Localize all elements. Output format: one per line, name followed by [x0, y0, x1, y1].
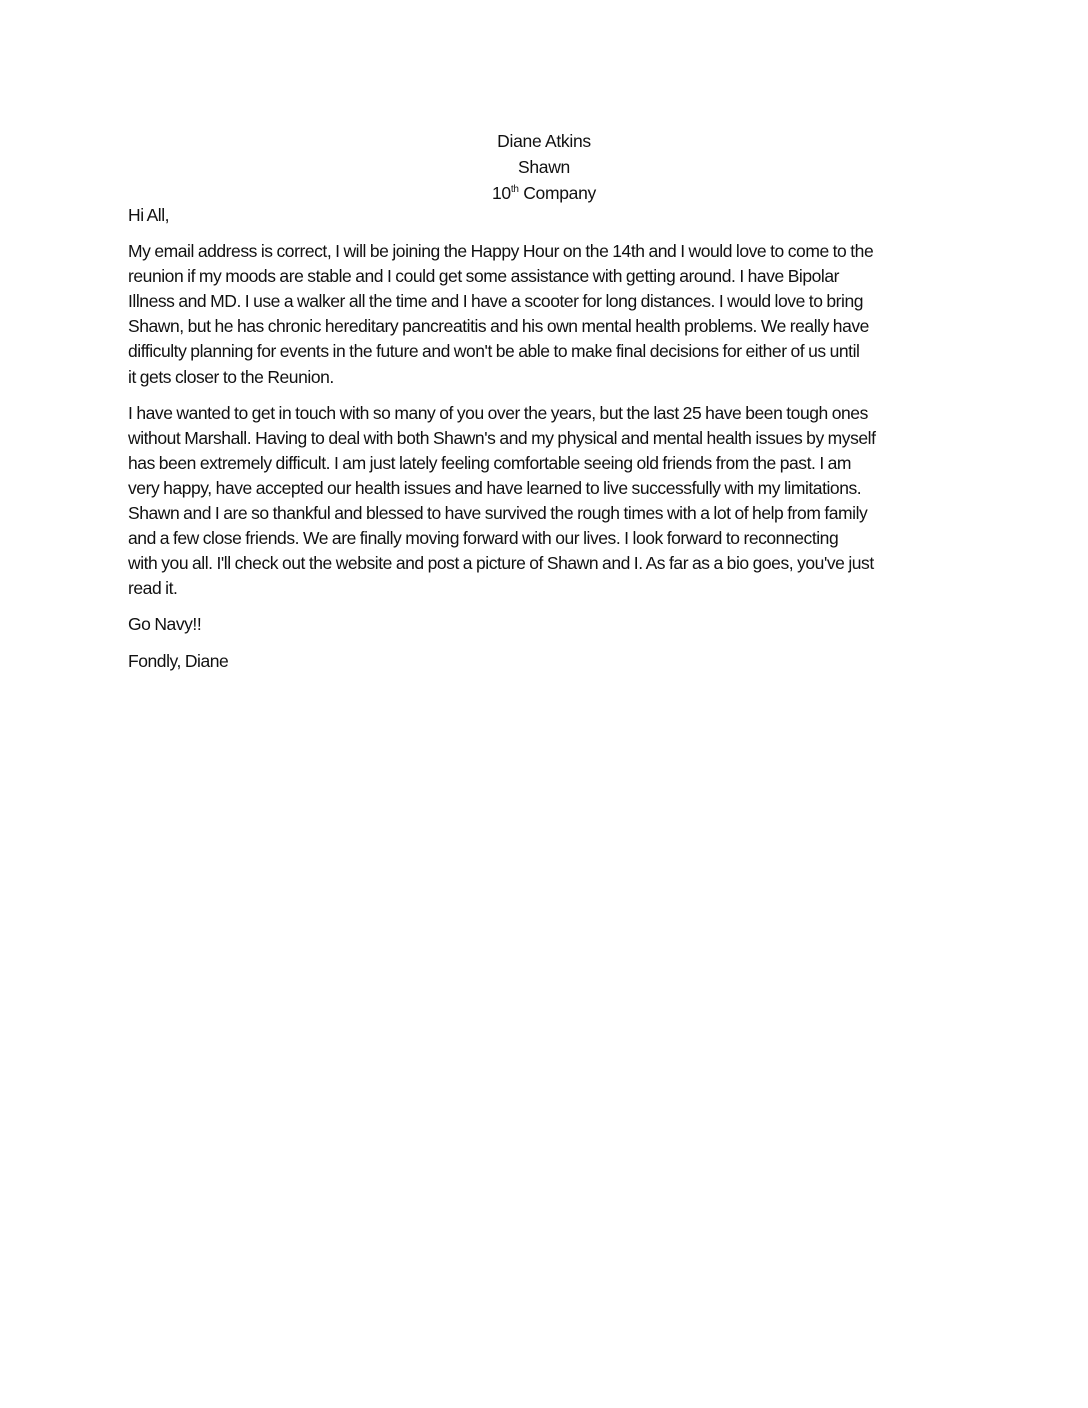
paragraph-line: Shawn, but he has chronic hereditary pancreatitis and his own mental health problems. We really have [128, 316, 869, 337]
paragraph-line: Shawn and I are so thankful and blessed to have survived the rough times with a lot of help from family [128, 503, 868, 524]
paragraph-line: it gets closer to the Reunion. [128, 366, 334, 387]
paragraph-line: Illness and MD. I use a walker all the time and I have a scooter for long distances. I would love to bring [128, 291, 864, 312]
paragraph-line: difficulty planning for events in the future and won't be able to make final decisions for either of us until [128, 341, 860, 362]
letter-body [128, 203, 988, 685]
greeting: Hi All, [128, 205, 170, 225]
paragraph-line: I have wanted to get in touch with so many of you over the years, but the last 25 have been tough ones [128, 402, 868, 423]
signature: Fondly, Diane [128, 650, 229, 671]
company-number: 10 [492, 183, 511, 203]
paragraph-line: without Marshall. Having to deal with both Shawn's and my physical and mental health issues by myself [128, 427, 876, 448]
letter-header [0, 128, 1088, 210]
closing-line: Go Navy!! [128, 614, 202, 635]
paragraph-line: My email address is correct, I will be joining the Happy Hour on the 14th and I would love to come to the [128, 241, 874, 262]
author-name: Diane Atkins [497, 131, 591, 151]
paragraph-2 [128, 401, 988, 602]
paragraph-line: very happy, have accepted our health issues and have learned to live successfully with my limitations. [128, 477, 862, 498]
companion-name: Shawn [517, 157, 570, 177]
paragraph-line: read it. [128, 578, 178, 599]
paragraph-line: has been extremely difficult. I am just lately feeling comfortable seeing old friends from the past. I am [128, 452, 852, 473]
company-label: Company [523, 183, 596, 203]
paragraph-line: and a few close friends. We are finally moving forward with our lives. I look forward to reconnecting [128, 528, 839, 549]
paragraph-1 [128, 239, 988, 390]
company-ordinal-suffix: th [510, 184, 519, 195]
paragraph-line: reunion if my moods are stable and I could get some assistance with getting around. I have Bipolar [128, 266, 840, 287]
paragraph-line: with you all. I'll check out the website and post a picture of Shawn and I. As far as a bio goes, you've just [128, 553, 874, 574]
